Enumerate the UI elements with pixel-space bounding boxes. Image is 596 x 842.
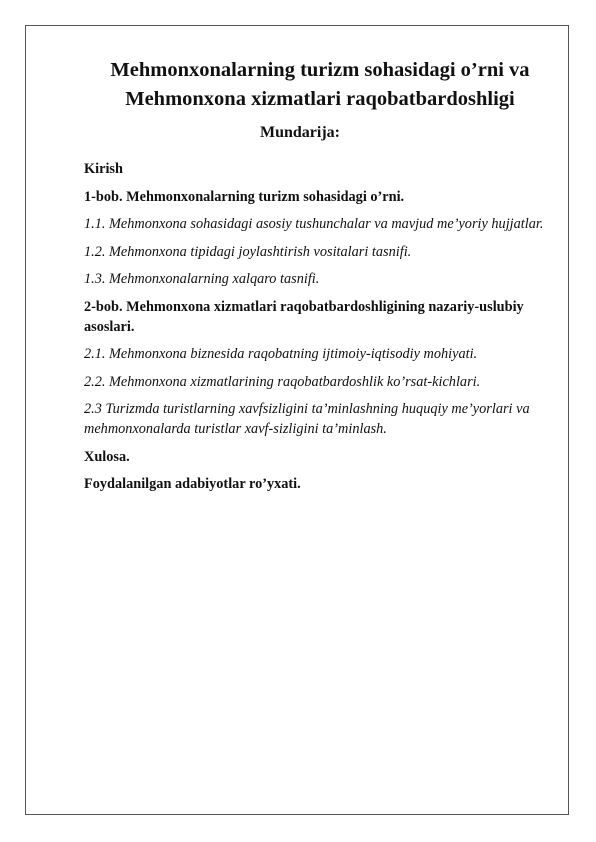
toc-item-chapter-1: 1-bob. Mehmonxonalarning turizm sohasidagi o’rni.: [84, 188, 405, 205]
toc-item-bibliography: Foydalanilgan adabiyotlar ro’yxati.: [84, 476, 301, 492]
document-title: [70, 56, 570, 114]
title-line-1: Mehmonxonalarning turizm sohasidagi o’rni va: [110, 59, 530, 81]
toc-item-2-3: 2.3 Turizmda turistlarning xavfsizligini ta’minlashning huquqiy me’yorlari va mehmonxonalarda turistlar xavf-sizligini ta’minlash.: [84, 401, 530, 437]
table-of-contents: [84, 159, 544, 502]
toc-item-chapter-2: 2-bob. Mehmonxona xizmatlari raqobatbardoshligining nazariy-uslubiy asoslari.: [84, 298, 524, 335]
toc-item-xulosa: Xulosa.: [84, 448, 130, 465]
toc-item-2-1: 2.1. Mehmonxona biznesida raqobatning ijtimoiy-iqtisodiy mohiyati.: [84, 346, 478, 362]
toc-item-kirish: Kirish: [84, 161, 123, 177]
toc-heading: Mundarija:: [260, 124, 340, 141]
toc-item-1-1: 1.1. Mehmonxona sohasidagi asosiy tushunchalar va mavjud me’yoriy hujjatlar.: [84, 216, 544, 232]
title-line-2: Mehmonxona xizmatlari raqobatbardoshligi: [125, 88, 515, 110]
toc-item-1-2: 1.2. Mehmonxona tipidagi joylashtirish vositalari tasnifi.: [84, 243, 412, 260]
toc-item-2-2: 2.2. Mehmonxona xizmatlarining raqobatbardoshlik ko’rsat-kichlari.: [84, 373, 481, 390]
toc-item-1-3: 1.3. Mehmonxonalarning xalqaro tasnifi.: [84, 271, 320, 287]
